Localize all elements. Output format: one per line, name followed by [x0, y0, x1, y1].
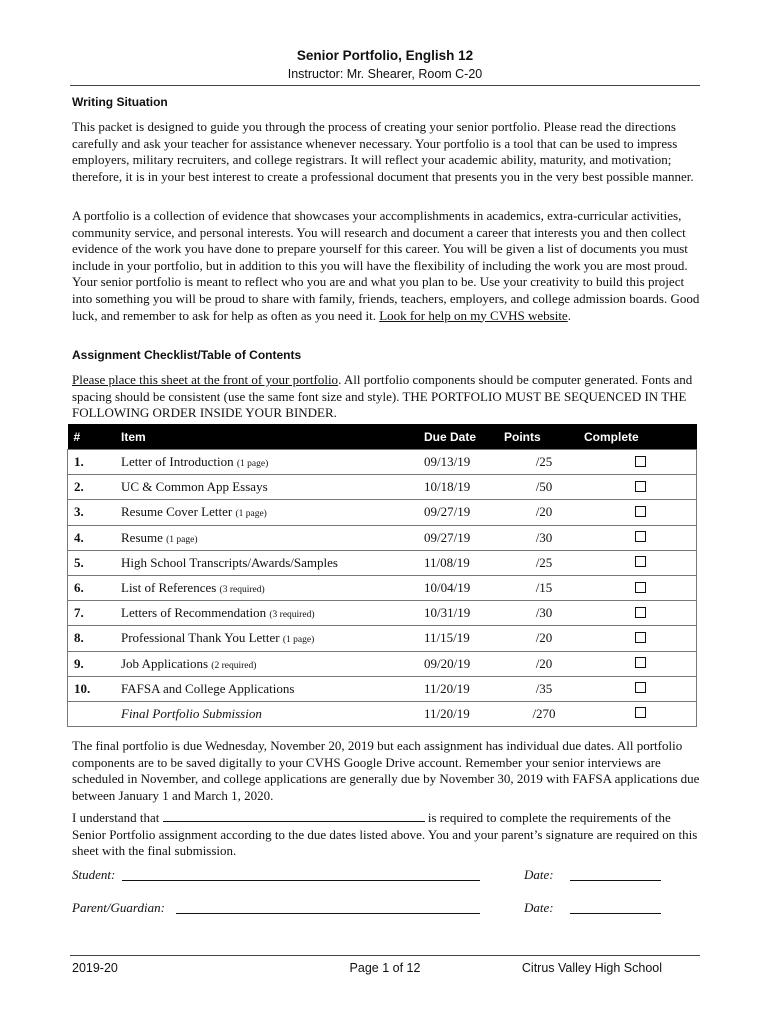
item-note: (1 page): [282, 635, 315, 646]
table-row: [68, 626, 697, 651]
row-points: /30: [504, 525, 584, 550]
row-points: /25: [504, 550, 584, 575]
row-due-date: 11/20/19: [424, 701, 504, 726]
row-item: [121, 550, 424, 575]
footer-year: 2019-20: [72, 961, 118, 975]
row-item: [121, 651, 424, 676]
item-label: Resume: [121, 529, 163, 545]
row-due-date: 10/04/19: [424, 575, 504, 600]
page-subtitle: Instructor: Mr. Shearer, Room C-20: [287, 67, 483, 81]
assignment-checklist-table: [67, 424, 697, 727]
row-points: /15: [504, 575, 584, 600]
student-name-blank[interactable]: [163, 810, 425, 822]
complete-checkbox[interactable]: [635, 682, 646, 693]
row-complete: [584, 475, 697, 500]
row-item: [121, 475, 424, 500]
item-label: Professional Thank You Letter: [121, 630, 280, 646]
row-number: 5.: [68, 550, 122, 575]
item-label: List of References: [121, 580, 217, 596]
row-points: /270: [504, 701, 584, 726]
checklist-intro: [72, 372, 700, 422]
item-label: Job Applications: [121, 655, 209, 671]
footer-school: Citrus Valley High School: [521, 961, 662, 975]
row-due-date: 09/13/19: [424, 450, 504, 475]
row-item: [121, 500, 424, 525]
item-note: (3 required): [269, 610, 315, 621]
row-complete: [584, 500, 697, 525]
date-label: Date: [524, 867, 550, 882]
row-points: /20: [504, 626, 584, 651]
paragraph-text: [72, 810, 700, 860]
col-number: #: [68, 424, 122, 450]
table-row: [68, 601, 697, 626]
complete-checkbox[interactable]: [635, 456, 646, 467]
row-item: [121, 450, 424, 475]
label-colon: :: [549, 867, 554, 882]
complete-checkbox[interactable]: [635, 707, 646, 718]
complete-checkbox[interactable]: [635, 481, 646, 492]
table-row: [68, 525, 697, 550]
row-number: 3.: [68, 500, 122, 525]
date-label: Date: [524, 900, 550, 915]
col-due-date: Due Date: [424, 424, 504, 450]
row-complete: [584, 525, 697, 550]
intro-rest: . All portfolio components should be computer generated. Fonts and spacing should be consistent (use the same font size and style). THE PORTFOLIO MUST BE SEQUENCED IN THE FOLLOWING ORDER INSIDE YOUR BINDER.: [72, 372, 693, 421]
row-complete: [584, 575, 697, 600]
checklist-heading: Assignment Checklist/Table of Contents: [72, 348, 302, 362]
item-label: Letters of Recommendation: [121, 605, 267, 621]
row-item: [121, 525, 424, 550]
paragraph-body: A portfolio is a collection of evidence that showcases your accomplishments in academics, extra-curricular activities, community service, and personal interests. You will research and document a career that interests you and then collect evidence of the work you have done to prepare yourself for this career. You will be given a list of documents you must include in your portfolio, but in addition to this you will have the flexibility of including the work you are most proud. Your senior portfolio is meant to reflect who you are and what you plan to be. Use your creativity to build this project into something you will be proud to share with family, friends, teachers, employers, and college admission boards. Good luck, and remember to ask for help as often as you need it.: [72, 208, 700, 323]
row-number: 2.: [68, 475, 122, 500]
table-row: [68, 450, 697, 475]
item-label: High School Transcripts/Awards/Samples: [121, 554, 338, 570]
item-label: Resume Cover Letter: [121, 504, 233, 520]
row-item: Final Portfolio Submission: [121, 701, 424, 726]
row-item: [121, 676, 424, 701]
acknowledgement-paragraph: [72, 810, 700, 860]
item-note: (2 required): [211, 660, 257, 671]
complete-checkbox[interactable]: [635, 607, 646, 618]
row-due-date: 10/18/19: [424, 475, 504, 500]
row-complete: [584, 626, 697, 651]
row-due-date: 09/27/19: [424, 525, 504, 550]
ack-start: I understand that: [72, 810, 163, 825]
row-due-date: 10/31/19: [424, 601, 504, 626]
row-points: /20: [504, 651, 584, 676]
complete-checkbox[interactable]: [635, 582, 646, 593]
complete-checkbox[interactable]: [635, 657, 646, 668]
row-number: 8.: [68, 626, 122, 651]
item-label: FAFSA and College Applications: [121, 680, 295, 696]
parent-signature-label: [72, 900, 165, 916]
row-complete: [584, 550, 697, 575]
final-submission-row: [68, 701, 697, 726]
col-points: Points: [504, 424, 584, 450]
page-title: Senior Portfolio, English 12: [296, 48, 474, 63]
row-due-date: 11/20/19: [424, 676, 504, 701]
item-note: (1 page): [166, 534, 198, 545]
parent-signature-line[interactable]: [176, 913, 480, 914]
footer-page-number: Page 1 of 12: [349, 961, 421, 975]
student-date-label: [524, 867, 554, 883]
writing-situation-paragraph-1: [72, 119, 700, 185]
complete-checkbox[interactable]: [635, 506, 646, 517]
label-colon: :: [549, 900, 554, 915]
col-item: Item: [121, 424, 424, 450]
table-row: [68, 500, 697, 525]
writing-situation-heading: Writing Situation: [72, 95, 168, 109]
intro-underlined: Please place this sheet at the front of your portfolio: [72, 372, 339, 387]
row-complete: [584, 450, 697, 475]
complete-checkbox[interactable]: [635, 632, 646, 643]
parent-label: Parent/Guardian: [72, 900, 161, 915]
row-points: /30: [504, 601, 584, 626]
row-number: 10.: [68, 676, 122, 701]
row-number: 9.: [68, 651, 122, 676]
item-note: (3 required): [219, 585, 265, 596]
complete-checkbox[interactable]: [635, 556, 646, 567]
student-date-line[interactable]: [570, 880, 661, 881]
parent-date-line[interactable]: [570, 913, 661, 914]
paragraph-text: This packet is designed to guide you through the process of creating your senior portfolio. Please read the directions carefully and ask your teacher for assistance whenever necessary. Your portfolio is a tool that can be used to impress employers, military recruiters, and college registrars. It will reflect your academic ability, maturity, and motivation; therefore, it is in your best interest to create a professional document that presents you in the very best possible manner.: [72, 119, 694, 184]
table-row: [68, 475, 697, 500]
row-complete: [584, 701, 697, 726]
row-number: 7.: [68, 601, 122, 626]
col-complete: Complete: [584, 424, 697, 450]
row-due-date: 11/08/19: [424, 550, 504, 575]
row-number: [68, 701, 122, 726]
item-label: UC & Common App Essays: [121, 479, 268, 495]
footer-divider: [70, 955, 700, 956]
student-label: Student: [72, 867, 111, 882]
row-number: 1.: [68, 450, 122, 475]
row-item: [121, 575, 424, 600]
row-due-date: 11/15/19: [424, 626, 504, 651]
header-divider: [70, 85, 700, 86]
writing-situation-paragraph-2: [72, 208, 700, 324]
row-complete: [584, 651, 697, 676]
paragraph-text: [72, 372, 700, 422]
paragraph-text: [72, 208, 700, 324]
item-label: Letter of Introduction: [121, 454, 234, 470]
row-points: /20: [504, 500, 584, 525]
ack-end: is required to complete the requirements of the Senior Portfolio assignment according to the due dates listed above. You and your parent’s signature are required on this sheet with the final submission.: [72, 810, 698, 859]
row-due-date: 09/27/19: [424, 500, 504, 525]
table-row: [68, 676, 697, 701]
row-complete: [584, 601, 697, 626]
student-signature-label: [72, 867, 115, 883]
cvhs-website-link[interactable]: Look for help on my CVHS website: [379, 307, 568, 323]
row-item: [121, 626, 424, 651]
row-item: [121, 601, 424, 626]
label-colon: :: [111, 867, 116, 882]
row-number: 6.: [68, 575, 122, 600]
student-signature-line[interactable]: [122, 880, 480, 881]
closing-paragraph-1: [72, 738, 700, 804]
table-row: [68, 575, 697, 600]
row-complete: [584, 676, 697, 701]
row-points: /35: [504, 676, 584, 701]
row-due-date: 09/20/19: [424, 651, 504, 676]
item-note: (1 page): [235, 509, 267, 520]
row-points: /50: [504, 475, 584, 500]
row-points: /25: [504, 450, 584, 475]
link-period: .: [567, 307, 571, 323]
label-colon: :: [160, 900, 165, 915]
table-row: [68, 651, 697, 676]
item-note: (1 page): [236, 459, 269, 470]
paragraph-text: The final portfolio is due Wednesday, November 20, 2019 but each assignment has individual due dates. All portfolio components are to be saved digitally to your CVHS Google Drive account. Remember your senior interviews are scheduled in November, and college applications are generally due by November 30, 2019 with FAFSA applications due between January 1 and March 1, 2020.: [72, 738, 700, 803]
row-number: 4.: [68, 525, 122, 550]
table-row: [68, 550, 697, 575]
parent-date-label: [524, 900, 554, 916]
complete-checkbox[interactable]: [635, 531, 646, 542]
table-header-row: [68, 424, 697, 450]
